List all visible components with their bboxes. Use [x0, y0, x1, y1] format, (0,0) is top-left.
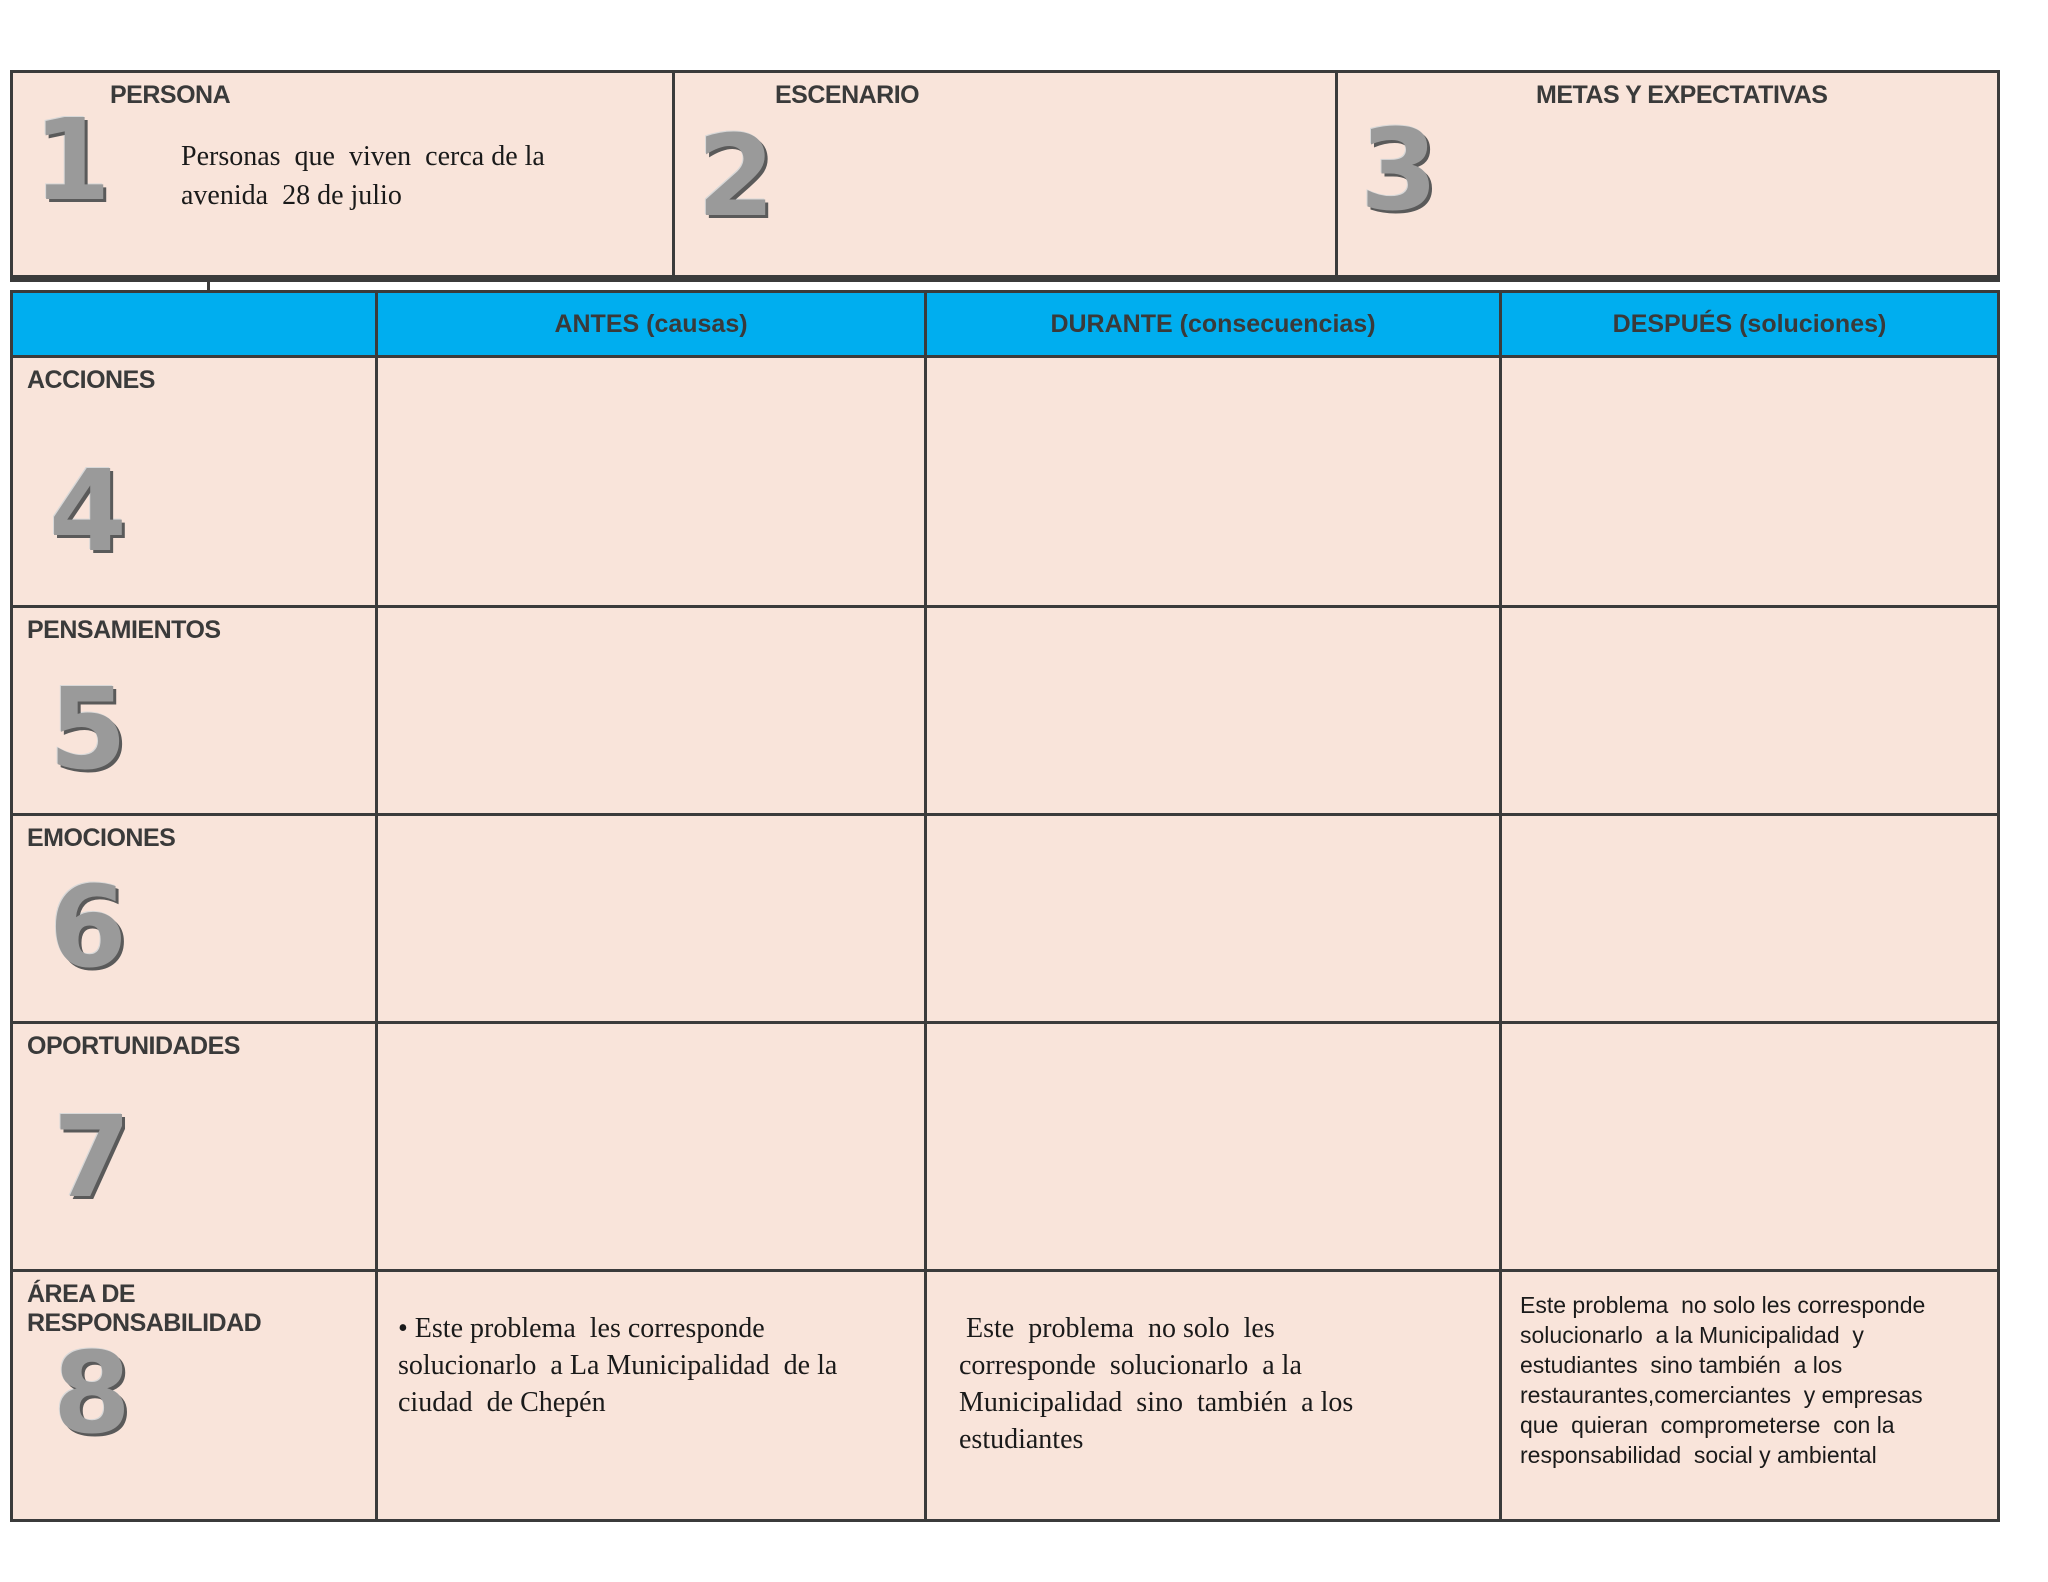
row-acciones-label-cell — [10, 355, 378, 608]
column-header-durante: DURANTE (consecuencias) — [924, 290, 1502, 358]
metas-number: 3 — [1360, 106, 1438, 236]
emociones-antes-cell — [375, 813, 927, 1024]
metas-title: METAS Y EXPECTATIVAS — [1536, 81, 1828, 109]
pensamientos-antes-cell — [375, 605, 927, 816]
row-label: ÁREA DE RESPONSABILIDAD — [27, 1280, 262, 1337]
column-header-despues: DESPUÉS (soluciones) — [1499, 290, 2000, 358]
row-label: ACCIONES — [27, 366, 155, 394]
pensamientos-despues-cell — [1499, 605, 2000, 816]
row-number: 6 — [49, 863, 127, 993]
row-number: 5 — [49, 665, 127, 795]
persona-title: PERSONA — [110, 81, 231, 109]
oportunidades-despues-cell — [1499, 1021, 2000, 1272]
empathy-map-sheet — [10, 70, 2000, 1522]
persona-box — [10, 70, 675, 278]
pensamientos-durante-cell — [924, 605, 1502, 816]
responsabilidad-antes-cell — [375, 1269, 927, 1522]
persona-text: Personas que viven cerca de la avenida 28 de julio — [181, 141, 545, 211]
emociones-durante-cell — [924, 813, 1502, 1024]
responsabilidad-despues-cell — [1499, 1269, 2000, 1522]
persona-number: 1 — [33, 96, 111, 226]
escenario-box — [672, 70, 1338, 278]
row-number: 8 — [53, 1329, 131, 1459]
row-label: OPORTUNIDADES — [27, 1032, 240, 1060]
column-header-antes: ANTES (causas) — [375, 290, 927, 358]
acciones-despues-cell — [1499, 355, 2000, 608]
header-blank — [10, 290, 378, 358]
acciones-antes-cell — [375, 355, 927, 608]
row-number: 7 — [53, 1093, 131, 1223]
escenario-number: 2 — [697, 112, 775, 242]
oportunidades-antes-cell — [375, 1021, 927, 1272]
row-emociones-label-cell — [10, 813, 378, 1024]
responsabilidad-durante-text: Este problema no solo les corresponde solucionarlo a la Municipalidad sino también a los estudiantes — [959, 1313, 1354, 1455]
separator-line — [10, 278, 2000, 282]
separator-tick — [207, 278, 210, 290]
responsabilidad-despues-text: Este problema no solo les corresponde solucionarlo a la Municipalidad y estudiantes sino también a los restaurantes,comerciantes y empresas que quieran comprometerse con la responsabilidad social y ambiental — [1520, 1292, 1926, 1468]
responsabilidad-durante-cell — [924, 1269, 1502, 1522]
responsabilidad-antes-text: • Este problema les corresponde solucionarlo a La Municipalidad de la ciudad de Chepén — [398, 1313, 838, 1418]
row-number: 4 — [49, 447, 127, 577]
acciones-durante-cell — [924, 355, 1502, 608]
row-oportunidades-label-cell — [10, 1021, 378, 1272]
row-label: PENSAMIENTOS — [27, 616, 221, 644]
escenario-title: ESCENARIO — [775, 81, 920, 109]
metas-box — [1335, 70, 2000, 278]
oportunidades-durante-cell — [924, 1021, 1502, 1272]
row-responsabilidad-label-cell — [10, 1269, 378, 1522]
row-pensamientos-label-cell — [10, 605, 378, 816]
row-label: EMOCIONES — [27, 824, 176, 852]
emociones-despues-cell — [1499, 813, 2000, 1024]
